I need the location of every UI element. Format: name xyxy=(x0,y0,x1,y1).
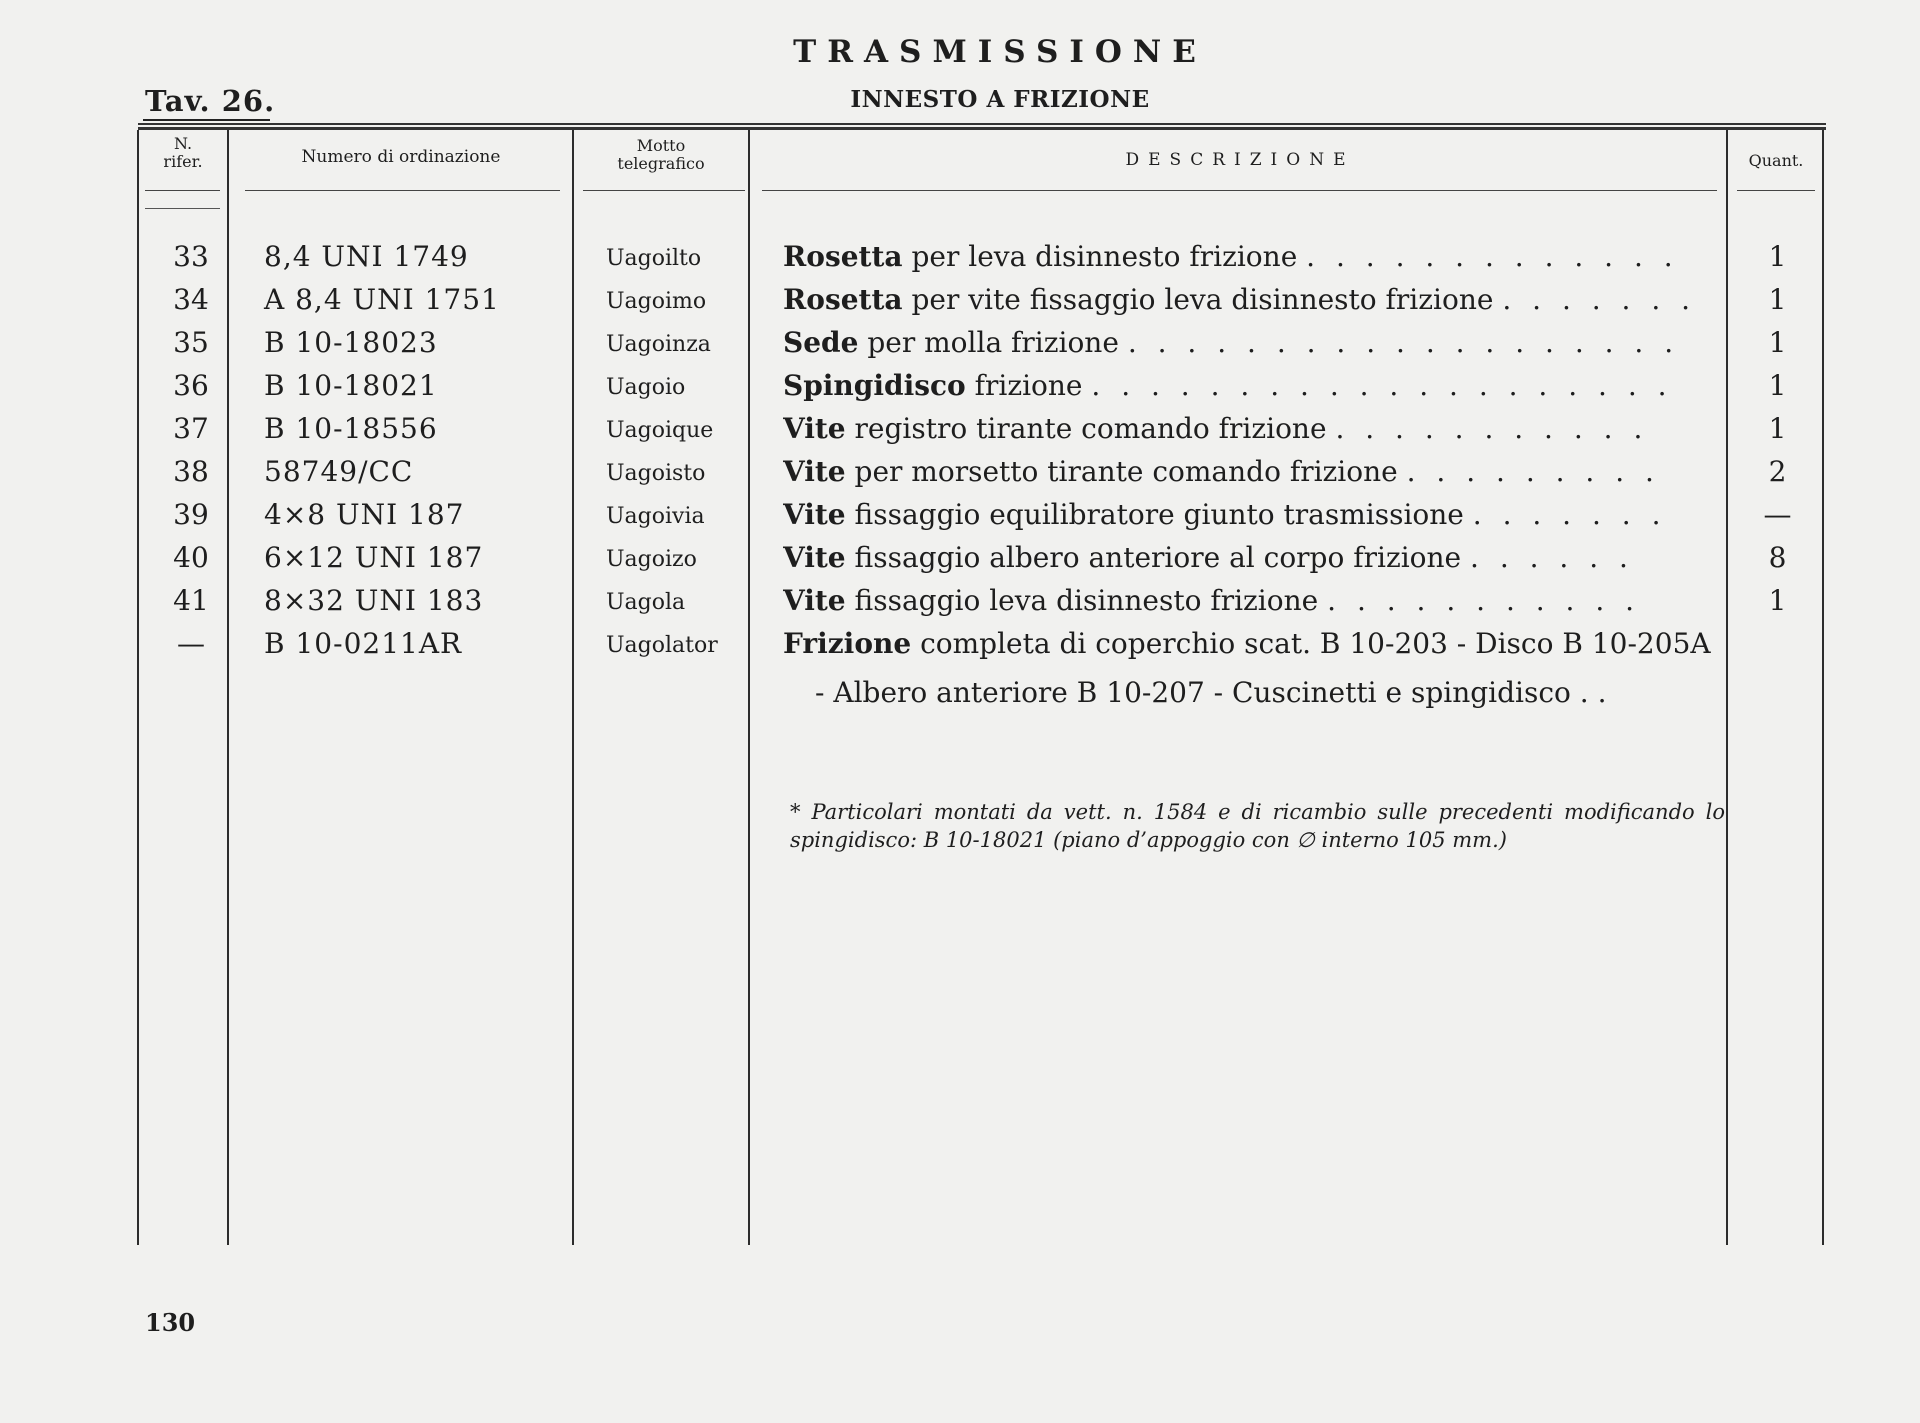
table-label: Tav. 26. xyxy=(145,84,276,118)
leader-dots: . . . . . . . . . . . . . xyxy=(1306,240,1679,273)
row-quantity: 1 xyxy=(1768,326,1787,359)
leader-dots: . . . . . . xyxy=(1470,541,1634,574)
row-part-name: Sede xyxy=(783,326,859,359)
section-title: TRASMISSIONE xyxy=(793,34,1207,70)
column-header-ref xyxy=(140,135,226,171)
row-motto: Uagoivia xyxy=(606,504,705,529)
header-underline xyxy=(762,190,1717,191)
row-description xyxy=(783,283,1723,316)
row-part-name: Vite xyxy=(783,541,846,574)
row-part-name: Vite xyxy=(783,584,846,617)
row-ref: 41 xyxy=(173,584,209,617)
row-description xyxy=(783,498,1723,531)
description-continuation: - Albero anteriore B 10-207 - Cuscinetti e spingidisco . . xyxy=(815,676,1607,709)
row-part-detail: per leva disinnesto frizione xyxy=(911,240,1298,273)
header-underline xyxy=(145,208,220,209)
row-part-detail: fissaggio leva disinnesto frizione xyxy=(854,584,1319,617)
row-description xyxy=(783,326,1723,359)
leader-dots: . . . . . . . xyxy=(1502,283,1697,316)
row-part-name: Vite xyxy=(783,412,846,445)
row-ref: 36 xyxy=(173,369,209,402)
table-row xyxy=(0,412,1920,455)
row-order-number: 6×12 UNI 187 xyxy=(264,541,484,574)
row-quantity: 1 xyxy=(1768,369,1787,402)
row-motto: Uagoisto xyxy=(606,461,706,486)
leader-dots: . . . . . . . . . . . . . . . . . . . xyxy=(1127,326,1680,359)
row-quantity: 1 xyxy=(1768,283,1787,316)
header-underline xyxy=(245,190,560,191)
row-motto: Uagoimo xyxy=(606,289,707,314)
row-order-number: 8,4 UNI 1749 xyxy=(264,240,469,273)
column-header-description: DESCRIZIONE xyxy=(1125,150,1355,170)
column-header-motto-line2: telegrafico xyxy=(617,154,705,173)
row-quantity: — xyxy=(1763,498,1792,531)
column-header-ref-line1: N. xyxy=(173,134,193,153)
row-part-detail: per morsetto tirante comando frizione xyxy=(854,455,1398,488)
leader-dots: . . . . . . . . . . . xyxy=(1335,412,1649,445)
row-part-detail: completa di coperchio scat. B 10-203 - Disco B 10-205A xyxy=(920,627,1711,660)
row-part-name: Vite xyxy=(783,498,846,531)
row-motto: Uagoio xyxy=(606,375,686,400)
row-order-number: B 10-18023 xyxy=(264,326,438,359)
row-motto: Uagola xyxy=(606,590,686,615)
row-quantity: 1 xyxy=(1768,412,1787,445)
row-description xyxy=(783,412,1723,445)
header-underline xyxy=(1737,190,1815,191)
row-quantity: 1 xyxy=(1768,584,1787,617)
column-header-order: Numero di ordinazione xyxy=(301,147,501,167)
column-header-motto-line1: Motto xyxy=(636,136,686,155)
row-quantity: 8 xyxy=(1768,541,1787,574)
header-rule xyxy=(138,123,1826,125)
column-header-motto xyxy=(575,137,747,173)
row-description xyxy=(783,369,1723,402)
row-ref: 34 xyxy=(173,283,209,316)
header-rule-thick xyxy=(138,127,1826,130)
row-motto: Uagoique xyxy=(606,418,714,443)
table-row xyxy=(0,240,1920,283)
row-description xyxy=(783,541,1723,574)
row-part-name: Rosetta xyxy=(783,240,903,273)
table-row xyxy=(0,627,1920,670)
row-description xyxy=(783,240,1723,273)
row-order-number: B 10-0211AR xyxy=(264,627,463,660)
row-quantity: 1 xyxy=(1768,240,1787,273)
column-header-ref-line2: rifer. xyxy=(163,152,203,171)
header-underline xyxy=(145,190,220,191)
row-part-name: Vite xyxy=(783,455,846,488)
table-row xyxy=(0,283,1920,326)
leader-dots: . . . . . . . . . . . xyxy=(1327,584,1641,617)
row-ref: 40 xyxy=(173,541,209,574)
row-motto: Uagoizo xyxy=(606,547,697,572)
table-row xyxy=(0,326,1920,369)
row-description xyxy=(783,584,1723,617)
row-ref: 33 xyxy=(173,240,209,273)
row-part-detail: fissaggio albero anteriore al corpo frizione xyxy=(854,541,1462,574)
row-order-number: A 8,4 UNI 1751 xyxy=(264,283,500,316)
row-part-detail: per molla frizione xyxy=(867,326,1119,359)
row-part-name: Spingidisco xyxy=(783,369,966,402)
row-part-detail: fissaggio equilibratore giunto trasmissione xyxy=(854,498,1464,531)
row-part-name: Rosetta xyxy=(783,283,903,316)
header-underline xyxy=(583,190,745,191)
row-motto: Uagoilto xyxy=(606,246,702,271)
footnote: * Particolari montati da vett. n. 1584 e di ricambio sulle precedenti modificando lo spingidisco: B 10-18021 (piano d’appoggio con ∅ interno 105 mm.) xyxy=(790,800,1725,852)
section-subtitle: INNESTO A FRIZIONE xyxy=(850,86,1150,113)
leader-dots: . . . . . . . xyxy=(1472,498,1667,531)
row-order-number: 58749/CC xyxy=(264,455,414,488)
table-row xyxy=(0,498,1920,541)
row-ref: 35 xyxy=(173,326,209,359)
row-order-number: B 10-18556 xyxy=(264,412,438,445)
table-row xyxy=(0,584,1920,627)
row-part-detail: frizione xyxy=(974,369,1083,402)
row-order-number: 8×32 UNI 183 xyxy=(264,584,484,617)
row-part-detail: registro tirante comando frizione xyxy=(854,412,1327,445)
row-description xyxy=(783,627,1723,660)
row-part-detail: per vite fissaggio leva disinnesto frizione xyxy=(911,283,1494,316)
row-ref: 39 xyxy=(173,498,209,531)
table-row xyxy=(0,541,1920,584)
row-quantity: 2 xyxy=(1768,455,1787,488)
leader-dots: . . . . . . . . . xyxy=(1406,455,1660,488)
row-description xyxy=(783,455,1723,488)
row-ref: 38 xyxy=(173,455,209,488)
page-number: 130 xyxy=(145,1308,196,1337)
table-row xyxy=(0,369,1920,412)
row-ref: — xyxy=(177,627,205,660)
row-order-number: 4×8 UNI 187 xyxy=(264,498,465,531)
row-motto: Uagolator xyxy=(606,633,718,658)
row-motto: Uagoinza xyxy=(606,332,711,357)
row-order-number: B 10-18021 xyxy=(264,369,438,402)
leader-dots: . . . . . . . . . . . . . . . . . . . . xyxy=(1091,369,1673,402)
table-label-underline xyxy=(143,119,270,121)
column-header-quantity: Quant. xyxy=(1748,151,1804,170)
row-ref: 37 xyxy=(173,412,209,445)
row-part-name: Frizione xyxy=(783,627,912,660)
table-row xyxy=(0,455,1920,498)
